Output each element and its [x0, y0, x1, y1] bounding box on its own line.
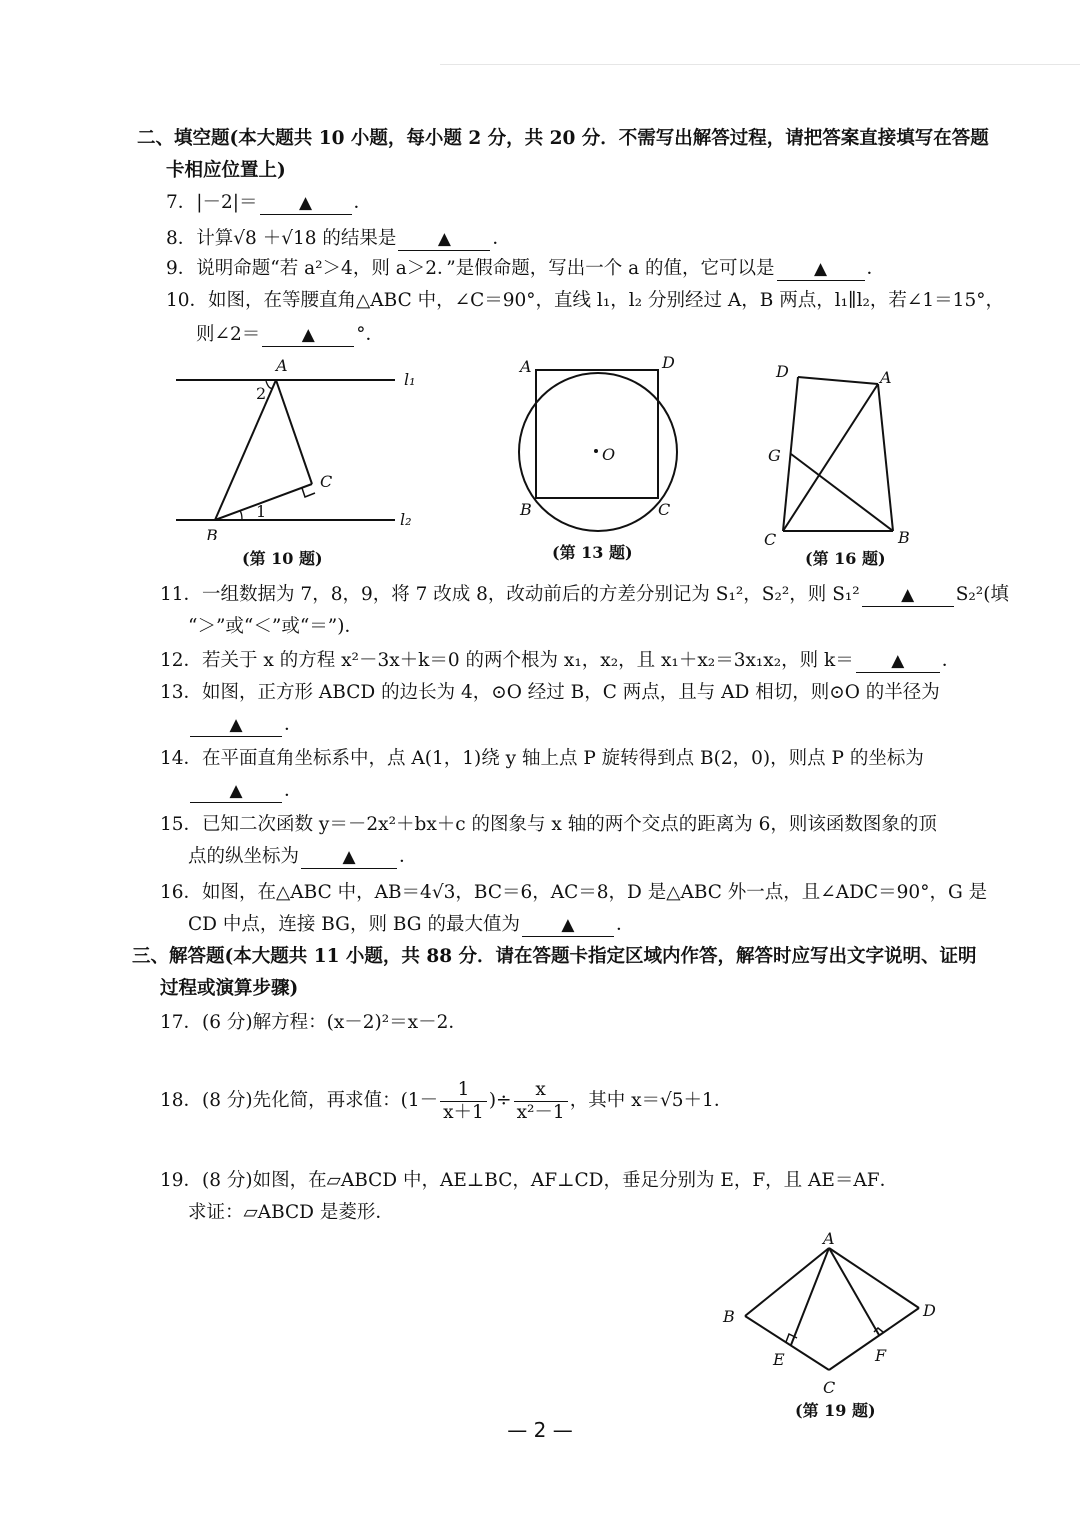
- answer-blank-15[interactable]: [301, 846, 397, 869]
- fig10-caption: (第 10 题): [242, 549, 323, 568]
- question-10-line1: 10．如图，在等腰直角△ABC 中，∠C＝90°，直线 l₁，l₂ 分别经过 A，B 两点，l₁∥l₂，若∠1＝15°，: [166, 290, 1004, 311]
- q12-end: ．: [941, 650, 961, 671]
- question-16-line1: 16．如图，在△ABC 中，AB＝4√3，BC＝6，AC＝8，D 是△ABC 外一点，且∠ADC＝90°，G 是: [160, 882, 988, 903]
- q18-suffix: ，其中 x＝√5＋1．: [569, 1090, 733, 1111]
- fig19-label-E: E: [773, 1350, 785, 1369]
- fig13-label-A: A: [520, 357, 532, 376]
- q18-fraction-1: [440, 1079, 487, 1124]
- scan-edge-line: [440, 64, 1080, 65]
- fig19-label-C: C: [823, 1378, 836, 1397]
- fig13-label-B: B: [520, 500, 532, 519]
- figure-16: [760, 355, 920, 545]
- section2-title-line2: 卡相应位置上): [166, 160, 286, 181]
- q15-text: 点的纵坐标为: [188, 846, 300, 867]
- question-9: [166, 256, 885, 282]
- answer-blank-16[interactable]: [522, 914, 614, 937]
- blank-triangle-icon: ▲: [342, 847, 356, 867]
- fig13-label-C: C: [658, 500, 671, 519]
- fig10-label-B: B: [206, 526, 218, 540]
- q18-f1-numerator: 1: [440, 1079, 487, 1102]
- q10-end: °．: [356, 324, 385, 345]
- q18-mid: )÷: [488, 1090, 512, 1111]
- fig13-caption: (第 13 题): [552, 543, 633, 562]
- question-16-line2: [188, 912, 634, 938]
- figure-13: [510, 350, 695, 540]
- answer-blank-12[interactable]: [856, 650, 940, 673]
- answer-blank-7[interactable]: [260, 192, 352, 215]
- question-7: [166, 190, 372, 216]
- q11-end: S₂²(填: [955, 584, 1009, 605]
- fig16-label-A: A: [880, 368, 892, 387]
- q16-text: CD 中点，连接 BG，则 BG 的最大值为: [188, 914, 520, 935]
- fig10-label-C: C: [320, 472, 333, 491]
- q15-end: ．: [399, 846, 418, 867]
- page-number: — 2 —: [507, 1418, 573, 1442]
- fig10-label-l2: l₂: [400, 510, 412, 529]
- fig10-label-A: A: [276, 356, 288, 375]
- fig13-label-D: D: [662, 353, 675, 372]
- q12-text: 12．若关于 x 的方程 x²－3x＋k＝0 的两个根为 x₁，x₂，且 x₁＋x₂＝3x₁x₂，则 k＝: [160, 650, 854, 671]
- answer-blank-13[interactable]: [190, 714, 282, 737]
- question-12: [160, 648, 960, 674]
- blank-triangle-icon: ▲: [229, 781, 243, 801]
- blank-triangle-icon: ▲: [813, 259, 828, 279]
- figure-19: [715, 1228, 945, 1398]
- section2-title-line1: 二、填空题(本大题共 10 小题，每小题 2 分，共 20 分．不需写出解答过程，请把答案直接填写在答题: [137, 128, 989, 149]
- fig16-label-B: B: [898, 528, 910, 545]
- fig13-label-O: O: [602, 445, 616, 464]
- q10-text: 则∠2＝: [196, 324, 261, 345]
- q18-f1-denominator: x＋1: [443, 1101, 484, 1123]
- question-19-line1: 19．(8 分)如图，在▱ABCD 中，AE⊥BC，AF⊥CD，垂足分别为 E，F，且 AE＝AF．: [160, 1170, 899, 1191]
- q7-end: ．: [353, 192, 373, 213]
- question-18: [160, 1076, 732, 1126]
- blank-triangle-icon: ▲: [229, 715, 243, 735]
- q18-fraction-2: [514, 1079, 568, 1124]
- question-13-line2: [188, 712, 303, 738]
- question-14-line1: 14．在平面直角坐标系中，点 A(1，1)绕 y 轴上点 P 旋转得到点 B(2，0)，则点 P 的坐标为: [160, 748, 924, 769]
- fig19-label-F: F: [875, 1346, 887, 1365]
- q7-text: 7．|－2|＝: [166, 192, 258, 213]
- section3-title-line1: 三、解答题(本大题共 11 小题，共 88 分．请在答题卡指定区域内作答，解答时应写出文字说明、证明: [132, 946, 977, 967]
- blank-triangle-icon: ▲: [301, 325, 315, 345]
- question-11-line1: [160, 582, 1009, 608]
- q14-end: ．: [284, 780, 303, 801]
- blank-triangle-icon: ▲: [437, 229, 451, 249]
- question-8: [166, 226, 511, 252]
- q11-text: 11．一组数据为 7，8，9，将 7 改成 8，改动前后的方差分别记为 S₁²，S₂²，则 S₁²: [160, 584, 860, 605]
- q9-text: 9．说明命题“若 a²＞4，则 a＞2．”是假命题，写出一个 a 的值，它可以是: [166, 258, 775, 279]
- fig19-caption: (第 19 题): [795, 1401, 876, 1420]
- fig16-label-D: D: [776, 362, 789, 381]
- question-13-line1: 13．如图，正方形 ABCD 的边长为 4，⊙O 经过 B，C 两点，且与 AD 相切，则⊙O 的半径为: [160, 682, 940, 703]
- fig16-caption: (第 16 题): [805, 549, 886, 568]
- answer-blank-10[interactable]: [262, 324, 354, 347]
- question-15-line1: 15．已知二次函数 y＝－2x²＋bx＋c 的图象与 x 轴的两个交点的距离为 6，则该函数图象的顶: [160, 814, 937, 835]
- question-15-line2: [188, 844, 418, 870]
- answer-blank-8[interactable]: [398, 228, 490, 251]
- fig19-label-D: D: [923, 1301, 936, 1320]
- question-17: 17．(6 分)解方程：(x－2)²＝x－2．: [160, 1012, 467, 1033]
- question-19-line2: 求证：▱ABCD 是菱形．: [188, 1202, 394, 1223]
- answer-blank-9[interactable]: [777, 258, 865, 281]
- blank-triangle-icon: ▲: [901, 585, 915, 605]
- q8-text: 8．计算√8 ＋√18 的结果是: [166, 228, 397, 249]
- answer-blank-14[interactable]: [190, 780, 282, 803]
- fig10-label-2: 2: [256, 384, 267, 403]
- section3-title-line2: 过程或演算步骤): [160, 978, 299, 999]
- q18-f2-denominator: x²－1: [516, 1101, 565, 1123]
- q13-end: ．: [284, 714, 303, 735]
- fig19-label-A: A: [823, 1229, 835, 1248]
- q16-end: ．: [615, 914, 635, 935]
- blank-triangle-icon: ▲: [298, 193, 313, 213]
- answer-blank-11[interactable]: [862, 584, 954, 607]
- fig19-label-B: B: [723, 1307, 735, 1326]
- q9-end: ．: [866, 258, 886, 279]
- blank-triangle-icon: ▲: [891, 651, 905, 671]
- fig10-label-1: 1: [256, 502, 267, 521]
- question-11-line2: “＞”或“＜”或“＝”)．: [188, 616, 363, 637]
- figure-10: [170, 355, 430, 540]
- blank-triangle-icon: ▲: [561, 915, 575, 935]
- question-10-line2: [196, 322, 384, 348]
- fig16-label-G: G: [768, 446, 781, 465]
- fig10-label-l1: l₁: [404, 370, 416, 389]
- question-14-line2: [188, 778, 303, 804]
- q8-end: ．: [492, 228, 511, 249]
- q18-f2-numerator: x: [514, 1079, 568, 1102]
- q18-prefix: 18．(8 分)先化简，再求值：(1－: [160, 1090, 439, 1111]
- fig16-label-C: C: [764, 530, 777, 545]
